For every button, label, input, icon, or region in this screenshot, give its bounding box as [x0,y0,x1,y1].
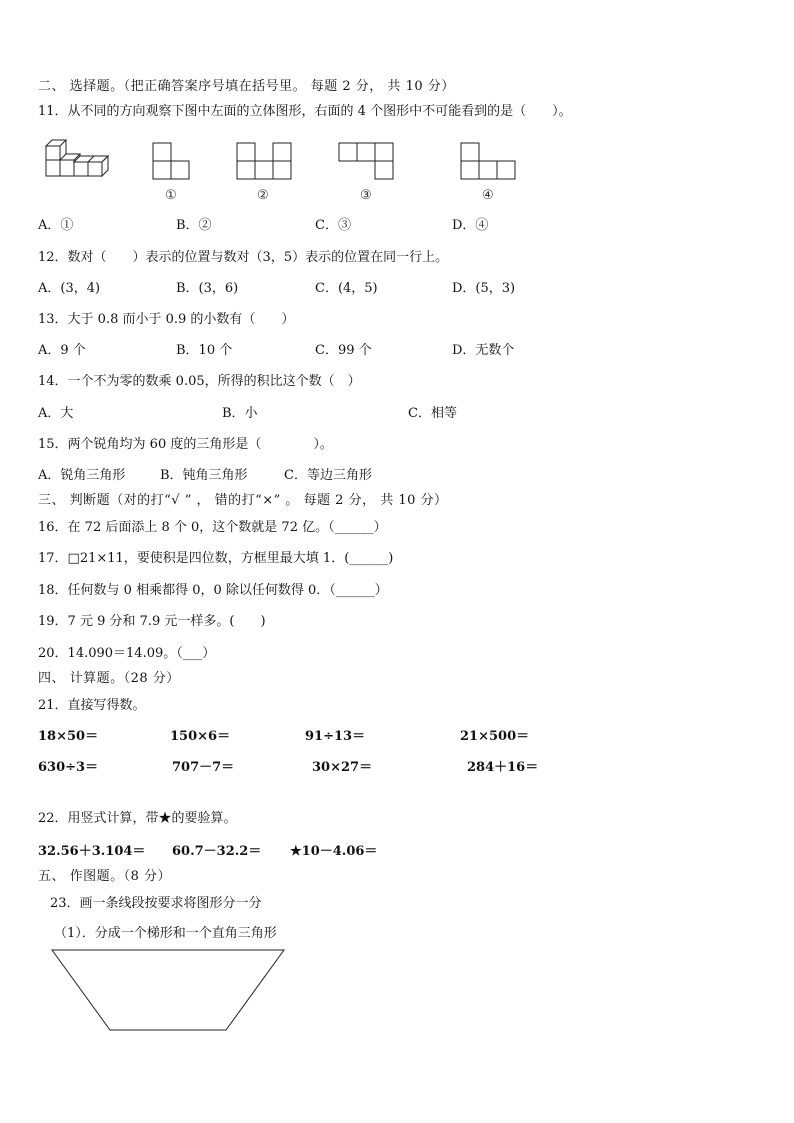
section-3-title: 三、 判断题（对的打“√ ” ， 错的打“×” 。 每题 2 分， 共 10 分） [38,493,448,508]
question-16: 16．在 72 后面添上 8 个 0，这个数就是 72 亿。（______） [38,520,387,535]
question-23-subpart: （1）．分成一个梯形和一个直角三角形 [54,926,277,941]
question-14-stem: 14．一个不为零的数乘 0.05，所得的积比这个数（ ） [38,374,361,389]
question-20: 20．14.090＝14.09。（___） [38,646,216,661]
view-figure-2 [236,142,296,182]
vertical-calc-item: 60.7－32.2＝ [172,844,262,859]
q11-option-a: A．① [38,218,74,233]
q12-option-b: B．(3，6) [176,281,239,296]
question-21-stem: 21．直接写得数。 [38,698,146,713]
vertical-calc-item: ★10－4.06＝ [290,844,378,859]
calc-item: 91÷13＝ [305,729,366,744]
view-figure-4 [460,142,520,182]
cube-solid-figure [40,136,112,184]
q14-option-a: A．大 [38,406,74,421]
calc-item: 630÷3＝ [38,760,99,775]
calc-item: 707－7＝ [172,760,235,775]
view-label-2: ② [257,188,269,203]
calc-item: 21×500＝ [460,729,530,744]
view-label-3: ③ [360,188,372,203]
view-label-1: ① [165,188,177,203]
q14-option-b: B．小 [222,406,258,421]
q15-option-b: B．钝角三角形 [160,468,248,483]
q11-option-c: C．③ [315,218,351,233]
q15-option-a: A．锐角三角形 [38,468,126,483]
section-4-title: 四、 计算题。（28 分） [38,671,180,686]
calc-item: 30×27＝ [312,760,373,775]
calc-item: 150×6＝ [170,729,231,744]
question-23-stem: 23．画一条线段按要求将图形分一分 [50,896,262,911]
q13-option-c: C．99 个 [315,343,372,358]
question-12-stem: 12．数对（ ）表示的位置与数对（3，5）表示的位置在同一行上。 [38,250,449,265]
question-19: 19．7 元 9 分和 7.9 元一样多。( ) [38,614,266,629]
trapezoid-figure [50,948,288,1034]
q13-option-d: D．无数个 [452,343,515,358]
question-13-stem: 13．大于 0.8 而小于 0.9 的小数有（ ） [38,312,295,327]
q11-option-d: D．④ [452,218,489,233]
section-5-title: 五、 作图题。（8 分） [38,869,172,884]
question-11-stem: 11．从不同的方向观察下图中左面的立体图形，右面的 4 个图形中不可能看到的是（ ）。 [38,104,572,119]
calc-item: 18×50＝ [38,729,99,744]
q14-option-c: C．相等 [408,406,457,421]
q13-option-b: B．10 个 [176,343,233,358]
q12-option-d: D．(5，3) [452,281,516,296]
q11-option-b: B．② [176,218,212,233]
view-figure-3 [338,142,398,182]
question-18: 18．任何数与 0 相乘都得 0，0 除以任何数得 0．（______） [38,583,388,598]
q15-option-c: C．等边三角形 [284,468,372,483]
vertical-calc-item: 32.56＋3.104＝ [38,844,146,859]
question-22-stem: 22．用竖式计算，带★的要验算。 [38,811,237,826]
view-figure-1 [152,142,192,182]
question-15-stem: 15．两个锐角均为 60 度的三角形是（ ）。 [38,437,333,452]
view-label-4: ④ [482,188,494,203]
q12-option-c: C．(4，5) [315,281,378,296]
q12-option-a: A．(3，4) [38,281,101,296]
calc-item: 284＋16＝ [467,760,539,775]
q13-option-a: A．9 个 [38,343,86,358]
question-17: 17．□21×11，要使积是四位数，方框里最大填 1．(______) [38,551,394,566]
section-2-title: 二、 选择题。（把正确答案序号填在括号里。 每题 2 分， 共 10 分） [38,79,455,94]
